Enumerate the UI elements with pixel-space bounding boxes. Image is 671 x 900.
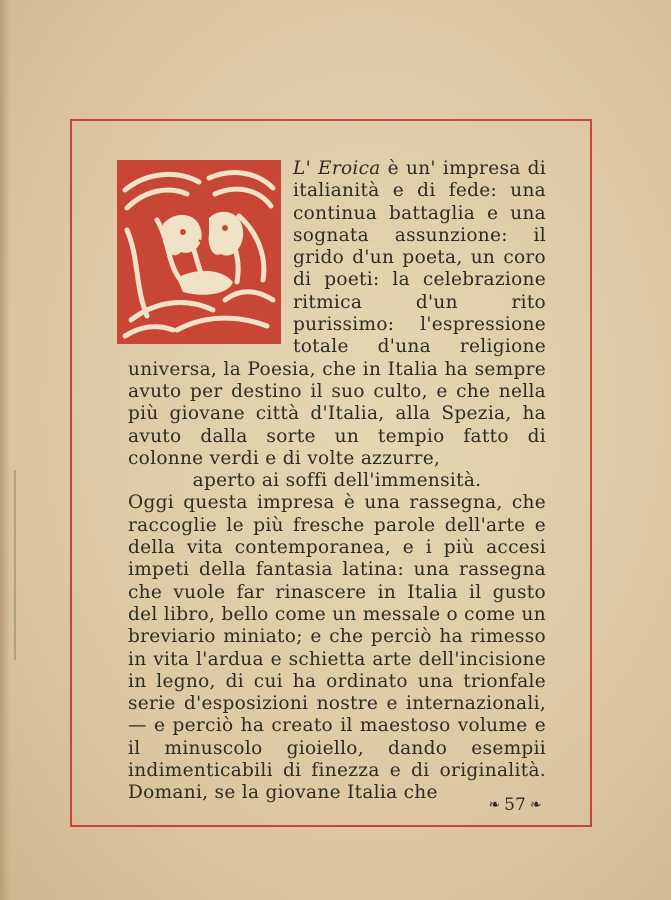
page-number: 57: [504, 795, 526, 815]
woodcut-illustration-icon: [117, 160, 281, 344]
page-left-shadow: [0, 0, 10, 900]
paragraph-1-last-line: aperto ai soffi dell'immensità.: [192, 470, 482, 492]
paragraph-2-text: Oggi questa impresa è una rassegna, che raccoglie le più fresche parole dell'arte e della vita contemporanea, e i più accesi impeti della fantasia latina: una rassegna che vuole far rinascere in Italia il gusto del libro, bello come un messale o come un breviario miniato; e che perciò ha rimesso in vita l'ardua e schietta arte dell'incisione in legno, di cui ha ordinato una trionfale serie d'esposizioni nostre e internazionali, — e perciò ha creato il maestoso volume e il minuscolo gioiello, dando esempii indimenticabili di finezza e di originalità. Domani, se la giovane Italia che: [128, 492, 546, 804]
fleuron-right-icon: ❧: [529, 797, 542, 813]
journal-title: L' Eroica: [293, 158, 381, 179]
fleuron-left-icon: ❧: [488, 797, 501, 813]
paragraph-1-text: è un' impresa di italianità e di fede: una continua battaglia e una sognata assunzione: il grido d'un poeta, un coro di poeti: la celebrazione ritmica d'un rito purissimo: l'espressione totale d'una religione universa, la Poesia, che in Italia ha sempre avuto per destino il suo culto, e che nella più giovane città d'Italia, alla Spezia, ha avuto dalla sorte un tempio fatto di colonne verdi e di volte azzurre,: [128, 158, 546, 469]
page-number-footer: [480, 795, 550, 815]
text-block: [128, 158, 546, 805]
binding-crease: [14, 470, 16, 660]
